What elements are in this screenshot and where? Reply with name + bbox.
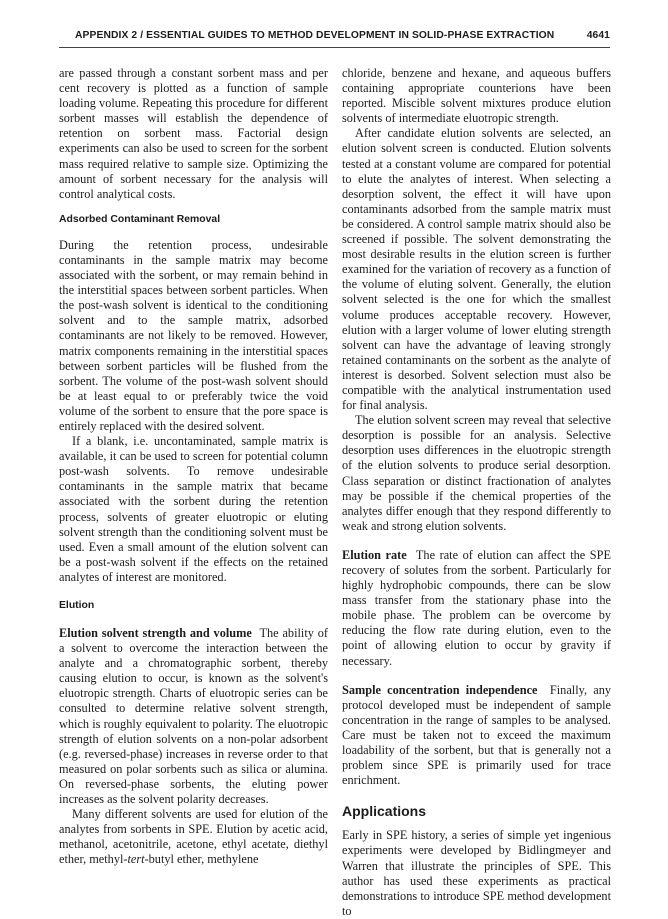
- spacer: [342, 534, 611, 548]
- left-column: [59, 66, 328, 868]
- runin-heading-sample-concentration: Sample concentration independence: [342, 682, 538, 697]
- paragraph-text: Finally, any protocol developed must be independent of sample concentration in the range of samples to be analysed. Care must be taken not to exceed the maximum loadability of the sorbent, but that is generally not a problem since SPE is primarily used for trace enrichment.: [342, 682, 612, 788]
- paragraph: [342, 548, 611, 669]
- running-title: APPENDIX 2 / ESSENTIAL GUIDES TO METHOD DEVELOPMENT IN SOLID-PHASE EXTRACTION: [75, 30, 555, 41]
- paragraph-text: Many different solvents are used for elution of the analytes from sorbents in SPE. Elution by acetic acid, methanol, acetonitrile, acetone, ethyl acetate, diethyl ether, methyl-: [59, 807, 328, 867]
- paragraph: During the retention process, undesirable contaminants in the sample matrix may become associated with the sorbent, or may remain behind in the interstitial spaces between sorbent particles. When the post-wash solvent is identical to the conditioning solvent and to the sample matrix, adsorbed contaminants are not likely to be removed. However, matrix components remaining in the interstitial spaces between sorbent particles will be flushed from the sorbent. The volume of the post-wash solvent should be at least equal to or preferably twice the void volume of the sorbent to ensure that the pore space is entirely replaced with the desired solvent.: [59, 237, 328, 433]
- section-heading-elution: Elution: [59, 600, 95, 611]
- section-heading-adsorbed-contaminant-removal: Adsorbed Contaminant Removal: [59, 213, 221, 225]
- section-heading-applications: Applications: [342, 803, 427, 820]
- paragraph: [342, 683, 611, 789]
- paragraph: [59, 626, 328, 807]
- runin-heading-elution-strength: Elution solvent strength and volume: [59, 626, 252, 640]
- right-column: [342, 66, 611, 919]
- page-number: 4641: [586, 30, 610, 41]
- paragraph-text: The rate of elution can affect the SPE recovery of solutes from the sorbent. Particularly for highly hydrophobic compounds, there can be slow mass transfer from the stationary phase into the mobile phase. The problem can be overcome by reducing the flow rate during elution, even to the point of allowing elution to occur by gravity if necessary.: [342, 547, 611, 668]
- paragraph-text: The ability of a solvent to overcome the interaction between the analyte and a chromatographic sorbent, thereby causing elution to occur, is known as the solvent's eluotropic strength. Charts of eluotropic series can be consulted to determine relative solvent strength, which is roughly equivalent to polarity. The eluotropic strength of elution solvents on a non-polar adsorbent (e.g. reversed-phase) increases in reverse order to that measured on polar sorbents such as silica or alumina. On reversed-phase sorbents, the eluting power increases as the solvent polarity decreases.: [59, 626, 328, 807]
- paragraph: The elution solvent screen may reveal that selective desorption is possible for an analysis. Selective desorption uses differences in the eluotropic strength of the elution solvents to produce serial desorption. Class separation or distinct fractionation of analytes may be possible if the chemical properties of the analytes differ enough that they respond differently to weak and strong elution solvents.: [342, 413, 611, 533]
- paragraph: chloride, benzene and hexane, and aqueous buffers containing appropriate counterions have been reported. Miscible solvent mixtures produce elution solvents of intermediate eluotropic strength.: [342, 66, 611, 126]
- paragraph: After candidate elution solvents are selected, an elution solvent screen is conducted. Elution solvents tested at a constant volume are compared for potential to elute the analytes of interest. When selecting a desorption solvent, the effect it will have upon contaminants adsorbed from the sample matrix must be considered. A control sample matrix should also be screened if possible. The solvent demonstrating the most desirable results in the elution screen is further examined for the variation of recovery as a function of the volume of eluting solvent. Generally, the elution solvent selected is the one for which the smallest volume produces acceptable recovery. However, elution with a larger volume of lower eluting strength solvent can have the advantage of leaving strongly retained contaminants on the sorbent as the analyte of interest is desorbed. Solvent selection must also be compatible with the analytical instrumentation used for final analysis.: [342, 126, 611, 413]
- paragraph: [59, 807, 328, 867]
- spacer: [342, 669, 611, 683]
- italic-text: tert: [127, 852, 145, 867]
- running-header: [59, 27, 610, 48]
- paragraph: are passed through a constant sorbent mass and per cent recovery is plotted as a function of sample loading volume. Repeating this procedure for different sorbent masses will establish the dependence of retention on sorbent mass. Factorial design experiments can also be used to screen for the sorbent mass required relative to sample size. Optimizing the amount of sorbent necessary for the analysis will control analytical costs.: [59, 66, 328, 201]
- paragraph-text: -butyl ether, methylene: [144, 852, 259, 867]
- paragraph: Early in SPE history, a series of simple yet ingenious experiments were developed by Bidlingmeyer and Warren that illustrate the principles of SPE. This author has used these experiments as practical demonstrations to introduce SPE method development to: [342, 828, 611, 918]
- runin-heading-elution-rate: Elution rate: [342, 547, 407, 562]
- paragraph: If a blank, i.e. uncontaminated, sample matrix is available, it can be used to screen for potential column post-wash solvents. To remove undesirable contaminants in the sample matrix that became associated with the sorbent during the retention process, solvents of greater eluotropic or eluting solvent strength than the conditioning solvent must be used. Even a small amount of the elution solvent can be a post-wash solvent if the effects on the retained analytes of interest are monitored.: [59, 434, 328, 584]
